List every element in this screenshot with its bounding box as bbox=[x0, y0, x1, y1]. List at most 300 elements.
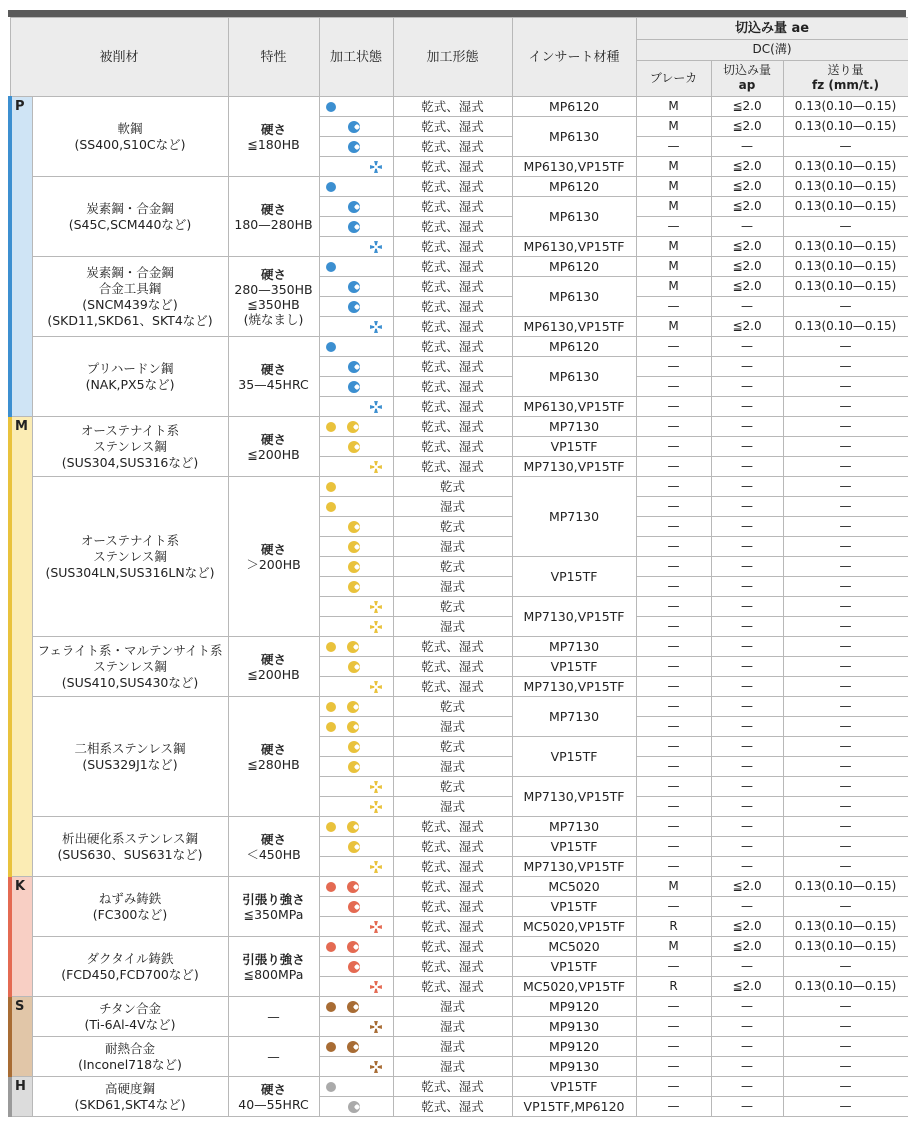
form-cell: 乾式、湿式 bbox=[393, 657, 512, 677]
condition-cell bbox=[319, 377, 393, 397]
property-line: ＞200HB bbox=[246, 556, 301, 572]
table-row bbox=[10, 477, 908, 497]
grade-cell: VP15TF bbox=[512, 557, 636, 597]
material-line: (SUS329J1など) bbox=[82, 756, 178, 772]
material-line: (NAK,PX5など) bbox=[85, 376, 175, 392]
grade-cell: MP6130 bbox=[512, 277, 636, 317]
fz-cell: — bbox=[783, 797, 908, 817]
half-circle-insert-icon bbox=[348, 761, 360, 773]
fz-cell: — bbox=[783, 557, 908, 577]
table-row bbox=[10, 637, 908, 657]
condition-cell bbox=[319, 137, 393, 157]
material-cell bbox=[32, 337, 228, 417]
ap-cell: — bbox=[711, 557, 783, 577]
form-cell: 乾式、湿式 bbox=[393, 217, 512, 237]
breaker-cell: — bbox=[636, 657, 711, 677]
material-line: (Inconel718など) bbox=[78, 1056, 182, 1072]
breaker-cell: — bbox=[636, 1037, 711, 1057]
half-circle-insert-icon bbox=[348, 521, 360, 533]
property-line: 硬さ bbox=[261, 741, 287, 757]
ap-cell: — bbox=[711, 857, 783, 877]
condition-cell bbox=[319, 717, 393, 737]
ap-cell: — bbox=[711, 1017, 783, 1037]
material-line: (SUS630、SUS631など) bbox=[57, 846, 203, 862]
property-cell bbox=[228, 257, 319, 337]
half-circle-insert-icon bbox=[348, 361, 360, 373]
form-cell: 乾式、湿式 bbox=[393, 977, 512, 997]
form-cell: 乾式、湿式 bbox=[393, 397, 512, 417]
material-cell bbox=[32, 817, 228, 877]
form-cell: 乾式、湿式 bbox=[393, 1077, 512, 1097]
property-line: 硬さ bbox=[261, 431, 287, 447]
condition-cell bbox=[319, 737, 393, 757]
breaker-cell: — bbox=[636, 777, 711, 797]
half-circle-insert-icon bbox=[348, 301, 360, 313]
header-fz bbox=[783, 60, 908, 96]
circle-insert-icon bbox=[326, 502, 336, 512]
cross-insert-icon bbox=[370, 401, 382, 413]
top-bar bbox=[8, 10, 906, 17]
ap-cell: — bbox=[711, 957, 783, 977]
property-cell bbox=[228, 697, 319, 817]
grade-cell: MP6120 bbox=[512, 257, 636, 277]
fz-cell: — bbox=[783, 297, 908, 317]
ap-cell: — bbox=[711, 337, 783, 357]
condition-cell bbox=[319, 637, 393, 657]
grade-cell: MP7130 bbox=[512, 637, 636, 657]
property-line: 硬さ bbox=[261, 121, 287, 137]
circle-insert-icon bbox=[326, 342, 336, 352]
fz-cell: — bbox=[783, 1077, 908, 1097]
condition-cell bbox=[319, 177, 393, 197]
grade-cell: VP15TF bbox=[512, 657, 636, 677]
ap-cell: — bbox=[711, 817, 783, 837]
grade-cell: MP7130,VP15TF bbox=[512, 677, 636, 697]
fz-cell: — bbox=[783, 417, 908, 437]
header-fz-sub: fz (mm/t.) bbox=[812, 78, 880, 93]
table-row bbox=[10, 97, 908, 117]
form-cell: 湿式 bbox=[393, 757, 512, 777]
table-row bbox=[10, 1037, 908, 1057]
form-cell: 湿式 bbox=[393, 1017, 512, 1037]
breaker-cell: — bbox=[636, 997, 711, 1017]
breaker-cell: — bbox=[636, 417, 711, 437]
breaker-cell: — bbox=[636, 757, 711, 777]
form-cell: 乾式、湿式 bbox=[393, 957, 512, 977]
header-ap bbox=[711, 60, 783, 96]
cross-insert-icon bbox=[370, 461, 382, 473]
ap-cell: ≦2.0 bbox=[711, 257, 783, 277]
grade-cell: VP15TF,MP6120 bbox=[512, 1097, 636, 1117]
breaker-cell: — bbox=[636, 1097, 711, 1117]
material-line: ステンレス鋼 bbox=[93, 658, 167, 674]
form-cell: 乾式、湿式 bbox=[393, 677, 512, 697]
breaker-cell: — bbox=[636, 737, 711, 757]
fz-cell: — bbox=[783, 497, 908, 517]
grade-cell: MP6120 bbox=[512, 177, 636, 197]
circle-insert-icon bbox=[326, 482, 336, 492]
grade-cell: MP7130 bbox=[512, 417, 636, 437]
form-cell: 乾式、湿式 bbox=[393, 117, 512, 137]
fz-cell: 0.13(0.10—0.15) bbox=[783, 117, 908, 137]
breaker-cell: — bbox=[636, 217, 711, 237]
condition-cell bbox=[319, 957, 393, 977]
half-circle-insert-icon bbox=[348, 221, 360, 233]
header-fz-label: 送り量 bbox=[827, 63, 864, 78]
material-cell bbox=[32, 257, 228, 337]
ap-cell: — bbox=[711, 417, 783, 437]
cross-insert-icon bbox=[370, 601, 382, 613]
grade-cell: MP7130 bbox=[512, 697, 636, 737]
property-cell bbox=[228, 877, 319, 937]
half-circle-insert-icon bbox=[347, 641, 359, 653]
fz-cell: — bbox=[783, 1057, 908, 1077]
fz-cell: — bbox=[783, 537, 908, 557]
breaker-cell: — bbox=[636, 957, 711, 977]
ap-cell: — bbox=[711, 1057, 783, 1077]
condition-cell bbox=[319, 577, 393, 597]
breaker-cell: — bbox=[636, 497, 711, 517]
grade-cell: VP15TF bbox=[512, 1077, 636, 1097]
cross-insert-icon bbox=[370, 801, 382, 813]
fz-cell: — bbox=[783, 677, 908, 697]
ap-cell: — bbox=[711, 737, 783, 757]
property-line: 硬さ bbox=[261, 541, 287, 557]
fz-cell: — bbox=[783, 657, 908, 677]
material-cell bbox=[32, 877, 228, 937]
form-cell: 乾式、湿式 bbox=[393, 357, 512, 377]
material-line: (SNCM439など) bbox=[82, 296, 178, 312]
condition-cell bbox=[319, 817, 393, 837]
form-cell: 乾式、湿式 bbox=[393, 917, 512, 937]
breaker-cell: — bbox=[636, 837, 711, 857]
group-label-M: M bbox=[10, 417, 32, 877]
property-line: ＜450HB bbox=[246, 846, 301, 862]
fz-cell: 0.13(0.10—0.15) bbox=[783, 937, 908, 957]
form-cell: 乾式 bbox=[393, 477, 512, 497]
ap-cell: — bbox=[711, 617, 783, 637]
condition-cell bbox=[319, 497, 393, 517]
grade-cell: MP9130 bbox=[512, 1017, 636, 1037]
breaker-cell: M bbox=[636, 197, 711, 217]
condition-cell bbox=[319, 97, 393, 117]
cross-insert-icon bbox=[370, 321, 382, 333]
condition-cell bbox=[319, 757, 393, 777]
breaker-cell: — bbox=[636, 677, 711, 697]
form-cell: 乾式、湿式 bbox=[393, 297, 512, 317]
condition-cell bbox=[319, 657, 393, 677]
ap-cell: — bbox=[711, 897, 783, 917]
header-material: 被削材 bbox=[10, 18, 228, 97]
property-line: ≦350HB bbox=[247, 296, 300, 312]
form-cell: 湿式 bbox=[393, 1057, 512, 1077]
ap-cell: — bbox=[711, 137, 783, 157]
table-row bbox=[10, 337, 908, 357]
ap-cell: — bbox=[711, 777, 783, 797]
property-line: 硬さ bbox=[261, 1081, 287, 1097]
fz-cell: — bbox=[783, 517, 908, 537]
header-breaker: ブレーカ bbox=[636, 60, 711, 96]
form-cell: 乾式、湿式 bbox=[393, 877, 512, 897]
breaker-cell: — bbox=[636, 377, 711, 397]
condition-cell bbox=[319, 1077, 393, 1097]
header-ap-label: 切込み量 bbox=[723, 63, 772, 78]
material-line: (SUS304,SUS316など) bbox=[61, 454, 199, 470]
circle-insert-icon bbox=[326, 1002, 336, 1012]
property-cell bbox=[228, 337, 319, 417]
fz-cell: — bbox=[783, 437, 908, 457]
grade-cell: VP15TF bbox=[512, 897, 636, 917]
breaker-cell: — bbox=[636, 1077, 711, 1097]
fz-cell: 0.13(0.10—0.15) bbox=[783, 277, 908, 297]
form-cell: 乾式、湿式 bbox=[393, 897, 512, 917]
breaker-cell: — bbox=[636, 137, 711, 157]
ap-cell: ≦2.0 bbox=[711, 197, 783, 217]
half-circle-insert-icon bbox=[348, 381, 360, 393]
circle-insert-icon bbox=[326, 102, 336, 112]
ap-cell: — bbox=[711, 537, 783, 557]
fz-cell: 0.13(0.10—0.15) bbox=[783, 197, 908, 217]
condition-cell bbox=[319, 1037, 393, 1057]
table-row bbox=[10, 257, 908, 277]
form-cell: 湿式 bbox=[393, 717, 512, 737]
material-cell bbox=[32, 697, 228, 817]
form-cell: 乾式、湿式 bbox=[393, 417, 512, 437]
ap-cell: — bbox=[711, 657, 783, 677]
half-circle-insert-icon bbox=[348, 441, 360, 453]
form-cell: 湿式 bbox=[393, 497, 512, 517]
breaker-cell: — bbox=[636, 337, 711, 357]
circle-insert-icon bbox=[326, 1042, 336, 1052]
grade-cell: VP15TF bbox=[512, 957, 636, 977]
property-line: 硬さ bbox=[261, 651, 287, 667]
form-cell: 乾式、湿式 bbox=[393, 637, 512, 657]
header-dc: DC(溝) bbox=[636, 40, 908, 60]
ap-cell: — bbox=[711, 837, 783, 857]
condition-cell bbox=[319, 277, 393, 297]
material-line: オーステナイト系 bbox=[80, 532, 180, 548]
breaker-cell: M bbox=[636, 277, 711, 297]
grade-cell: MC5020 bbox=[512, 937, 636, 957]
material-line: (SS400,S10Cなど) bbox=[74, 136, 186, 152]
breaker-cell: M bbox=[636, 97, 711, 117]
table-row bbox=[10, 697, 908, 717]
material-line: ダクタイル鋳鉄 bbox=[86, 950, 174, 966]
cross-insert-icon bbox=[370, 161, 382, 173]
fz-cell: — bbox=[783, 997, 908, 1017]
form-cell: 乾式、湿式 bbox=[393, 857, 512, 877]
fz-cell: — bbox=[783, 217, 908, 237]
material-cell bbox=[32, 637, 228, 697]
grade-cell: MP6130,VP15TF bbox=[512, 157, 636, 177]
condition-cell bbox=[319, 217, 393, 237]
ap-cell: — bbox=[711, 637, 783, 657]
ap-cell: — bbox=[711, 397, 783, 417]
fz-cell: — bbox=[783, 597, 908, 617]
table-row bbox=[10, 937, 908, 957]
ap-cell: — bbox=[711, 1037, 783, 1057]
grade-cell: VP15TF bbox=[512, 837, 636, 857]
circle-insert-icon bbox=[326, 722, 336, 732]
condition-cell bbox=[319, 557, 393, 577]
form-cell: 乾式、湿式 bbox=[393, 197, 512, 217]
condition-cell bbox=[319, 157, 393, 177]
form-cell: 湿式 bbox=[393, 537, 512, 557]
grade-cell: MP9120 bbox=[512, 1037, 636, 1057]
ap-cell: — bbox=[711, 597, 783, 617]
circle-insert-icon bbox=[326, 1082, 336, 1092]
material-line: (Ti-6Al-4Vなど) bbox=[84, 1016, 176, 1032]
half-circle-insert-icon bbox=[348, 581, 360, 593]
property-cell bbox=[228, 817, 319, 877]
circle-insert-icon bbox=[326, 642, 336, 652]
table-row bbox=[10, 997, 908, 1017]
condition-cell bbox=[319, 1057, 393, 1077]
grade-cell: MC5020,VP15TF bbox=[512, 977, 636, 997]
breaker-cell: — bbox=[636, 617, 711, 637]
table-row bbox=[10, 817, 908, 837]
condition-cell bbox=[319, 997, 393, 1017]
breaker-cell: — bbox=[636, 297, 711, 317]
fz-cell: — bbox=[783, 757, 908, 777]
material-line: オーステナイト系 bbox=[80, 422, 180, 438]
half-circle-insert-icon bbox=[348, 541, 360, 553]
fz-cell: 0.13(0.10—0.15) bbox=[783, 237, 908, 257]
property-line: 引張り強さ bbox=[242, 891, 305, 907]
breaker-cell: M bbox=[636, 237, 711, 257]
material-line: 高硬度鋼 bbox=[105, 1080, 156, 1096]
circle-insert-icon bbox=[326, 182, 336, 192]
fz-cell: — bbox=[783, 1017, 908, 1037]
condition-cell bbox=[319, 777, 393, 797]
half-circle-insert-icon bbox=[348, 561, 360, 573]
material-line: 軟鋼 bbox=[117, 120, 143, 136]
group-label-P: P bbox=[10, 97, 32, 417]
half-circle-insert-icon bbox=[347, 721, 359, 733]
condition-cell bbox=[319, 417, 393, 437]
material-line: ねずみ鋳鉄 bbox=[98, 890, 162, 906]
grade-cell: MP9120 bbox=[512, 997, 636, 1017]
form-cell: 湿式 bbox=[393, 577, 512, 597]
ap-cell: ≦2.0 bbox=[711, 177, 783, 197]
grade-cell: VP15TF bbox=[512, 737, 636, 777]
half-circle-insert-icon bbox=[347, 701, 359, 713]
half-circle-insert-icon bbox=[348, 961, 360, 973]
condition-cell bbox=[319, 237, 393, 257]
grade-cell: MP7130,VP15TF bbox=[512, 457, 636, 477]
half-circle-insert-icon bbox=[347, 881, 359, 893]
table-body bbox=[10, 97, 908, 1117]
fz-cell: — bbox=[783, 957, 908, 977]
material-cell bbox=[32, 97, 228, 177]
ap-cell: — bbox=[711, 677, 783, 697]
half-circle-insert-icon bbox=[348, 121, 360, 133]
breaker-cell: R bbox=[636, 977, 711, 997]
grade-cell: MP6130,VP15TF bbox=[512, 397, 636, 417]
breaker-cell: — bbox=[636, 557, 711, 577]
fz-cell: 0.13(0.10—0.15) bbox=[783, 157, 908, 177]
fz-cell: — bbox=[783, 777, 908, 797]
condition-cell bbox=[319, 1097, 393, 1117]
grade-cell: MC5020,VP15TF bbox=[512, 917, 636, 937]
ap-cell: — bbox=[711, 357, 783, 377]
cross-insert-icon bbox=[370, 861, 382, 873]
ap-cell: ≦2.0 bbox=[711, 277, 783, 297]
fz-cell: 0.13(0.10—0.15) bbox=[783, 917, 908, 937]
form-cell: 湿式 bbox=[393, 797, 512, 817]
form-cell: 乾式、湿式 bbox=[393, 157, 512, 177]
table-header bbox=[10, 18, 908, 97]
material-line: 合金工具鋼 bbox=[98, 280, 162, 296]
breaker-cell: M bbox=[636, 177, 711, 197]
breaker-cell: — bbox=[636, 897, 711, 917]
condition-cell bbox=[319, 857, 393, 877]
half-circle-insert-icon bbox=[347, 421, 359, 433]
material-line: ステンレス鋼 bbox=[93, 548, 167, 564]
ap-cell: — bbox=[711, 457, 783, 477]
half-circle-insert-icon bbox=[347, 1001, 359, 1013]
fz-cell: 0.13(0.10—0.15) bbox=[783, 877, 908, 897]
fz-cell: 0.13(0.10—0.15) bbox=[783, 317, 908, 337]
grade-cell: MP6130 bbox=[512, 357, 636, 397]
ap-cell: — bbox=[711, 577, 783, 597]
grade-cell: MP9130 bbox=[512, 1057, 636, 1077]
form-cell: 湿式 bbox=[393, 1037, 512, 1057]
ap-cell: ≦2.0 bbox=[711, 97, 783, 117]
fz-cell: — bbox=[783, 617, 908, 637]
material-cell bbox=[32, 1037, 228, 1077]
half-circle-insert-icon bbox=[348, 1101, 360, 1113]
material-cell bbox=[32, 1077, 228, 1117]
half-circle-insert-icon bbox=[348, 201, 360, 213]
ap-cell: — bbox=[711, 497, 783, 517]
form-cell: 乾式、湿式 bbox=[393, 317, 512, 337]
condition-cell bbox=[319, 937, 393, 957]
breaker-cell: — bbox=[636, 797, 711, 817]
material-line: フェライト系・マルテンサイト系 bbox=[37, 642, 223, 658]
breaker-cell: M bbox=[636, 317, 711, 337]
half-circle-insert-icon bbox=[348, 661, 360, 673]
breaker-cell: M bbox=[636, 877, 711, 897]
condition-cell bbox=[319, 1017, 393, 1037]
material-line: (SKD11,SKD61、SKT4など) bbox=[47, 312, 213, 328]
condition-cell bbox=[319, 197, 393, 217]
condition-cell bbox=[319, 597, 393, 617]
material-line: (SKD61,SKT4など) bbox=[74, 1096, 186, 1112]
breaker-cell: — bbox=[636, 637, 711, 657]
cross-insert-icon bbox=[370, 981, 382, 993]
grade-cell: MP7130,VP15TF bbox=[512, 597, 636, 637]
material-line: 炭素鋼・合金鋼 bbox=[86, 264, 174, 280]
fz-cell: — bbox=[783, 1097, 908, 1117]
property-line: — bbox=[267, 1049, 280, 1064]
table-row bbox=[10, 417, 908, 437]
condition-cell bbox=[319, 617, 393, 637]
half-circle-insert-icon bbox=[348, 141, 360, 153]
form-cell: 乾式、湿式 bbox=[393, 237, 512, 257]
material-line: チタン合金 bbox=[99, 1000, 161, 1016]
header-condition: 加工状態 bbox=[319, 18, 393, 97]
property-line: ≦200HB bbox=[247, 446, 300, 462]
property-line: ≦200HB bbox=[247, 666, 300, 682]
material-line: (S45C,SCM440など) bbox=[68, 216, 192, 232]
form-cell: 乾式、湿式 bbox=[393, 377, 512, 397]
condition-cell bbox=[319, 977, 393, 997]
condition-cell bbox=[319, 337, 393, 357]
grade-cell: MP7130,VP15TF bbox=[512, 857, 636, 877]
condition-cell bbox=[319, 477, 393, 497]
material-line: 炭素鋼・合金鋼 bbox=[86, 200, 174, 216]
